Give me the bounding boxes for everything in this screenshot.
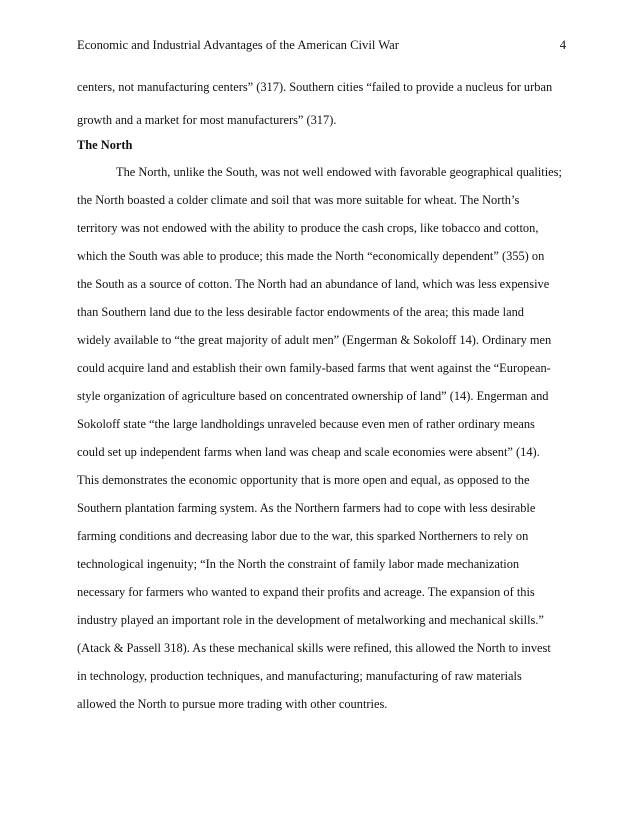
paragraph-line: widely available to “the great majority of adult men” (Engerman & Sokoloff 14). Ordinary men <box>77 333 552 347</box>
paragraph-line: necessary for farmers who wanted to expand their profits and acreage. The expansion of this <box>77 585 535 599</box>
paragraph-line: This demonstrates the economic opportunity that is more open and equal, as opposed to the <box>77 473 530 487</box>
paragraph-line: could acquire land and establish their own family-based farms that went against the “European- <box>77 361 551 375</box>
section-heading: The North <box>77 138 133 152</box>
header-title: Economic and Industrial Advantages of the American Civil War <box>77 38 399 52</box>
paragraph-line: Southern plantation farming system. As the Northern farmers had to cope with less desirable <box>77 501 536 515</box>
paragraph-line: (Atack & Passell 318). As these mechanical skills were refined, this allowed the North to invest <box>77 641 551 655</box>
body-line: centers, not manufacturing centers” (317). Southern cities “failed to provide a nucleus for urban <box>77 80 553 94</box>
paragraph-line: Sokoloff state “the large landholdings unraveled because even men of rather ordinary means <box>77 417 535 431</box>
paragraph-line: which the South was able to produce; this made the North “economically dependent” (355) on <box>77 249 545 263</box>
paragraph-line: than Southern land due to the less desirable factor endowments of the area; this made land <box>77 305 524 319</box>
paragraph-line: allowed the North to pursue more trading with other countries. <box>77 697 388 711</box>
paragraph-line: industry played an important role in the development of metalworking and mechanical skills.” <box>77 613 544 627</box>
paragraph-line: farming conditions and decreasing labor due to the war, this sparked Northerners to rely on <box>77 529 529 543</box>
paragraph-line: territory was not endowed with the ability to produce the cash crops, like tobacco and cotton, <box>77 221 539 235</box>
paragraph-line: the North boasted a colder climate and soil that was more suitable for wheat. The North’s <box>77 193 520 207</box>
paragraph-line: the South as a source of cotton. The North had an abundance of land, which was less expensive <box>77 277 550 291</box>
paragraph-line: in technology, production techniques, and manufacturing; manufacturing of raw materials <box>77 669 522 683</box>
body-line: growth and a market for most manufacturers” (317). <box>77 113 337 127</box>
paragraph-line: could set up independent farms when land was cheap and scale economies were absent” (14). <box>77 445 540 459</box>
paragraph-line: style organization of agriculture based on concentrated ownership of land” (14). Engerman and <box>77 389 549 403</box>
running-header <box>77 38 566 56</box>
paragraph-line: The North, unlike the South, was not well endowed with favorable geographical qualities; <box>116 165 562 179</box>
page-number: 4 <box>559 38 566 52</box>
paragraph-line: technological ingenuity; “In the North the constraint of family labor made mechanization <box>77 557 520 571</box>
